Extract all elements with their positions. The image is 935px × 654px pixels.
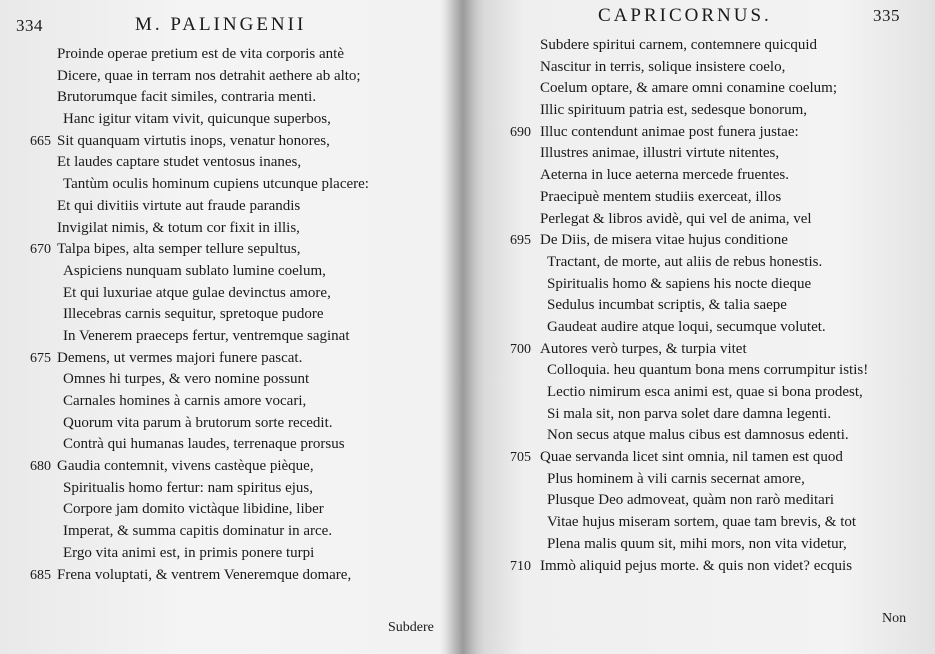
verse-text: De Diis, de misera vitae hujus conditione [540, 232, 788, 249]
verse-text: Plus hominem à vili carnis secernat amore, [547, 470, 805, 487]
verse-text: Demens, ut vermes majori funere pascat. [57, 349, 303, 366]
verse-line [480, 78, 935, 100]
left-running-head: M. PALINGENII [135, 14, 307, 35]
verse-line [480, 425, 935, 447]
line-number: 690 [510, 124, 531, 140]
verse-text: Tractant, de morte, aut aliis de rebus honestis. [547, 253, 823, 270]
verse-line [0, 196, 460, 218]
verse-text: Gaudia contemnit, vivens castèque pièque, [57, 458, 314, 475]
verse-text: Invigilat nimis, & totum cor fixit in illis, [57, 219, 300, 236]
left-folio: 334 [16, 16, 43, 35]
left-catchword: Subdere [388, 620, 434, 635]
verse-line [0, 413, 460, 435]
verse-line [480, 35, 935, 57]
verse-text: Colloquia. heu quantum bona mens corrumpitur istis! [547, 362, 869, 379]
verse-line [0, 478, 460, 500]
line-number: 675 [30, 350, 51, 366]
verse-line [0, 239, 460, 261]
verse-line [0, 44, 460, 66]
verse-text: Brutorumque facit similes, contraria menti. [57, 89, 317, 106]
verse-line [0, 456, 460, 478]
verse-text: Plusque Deo admoveat, quàm non rarò meditari [547, 492, 835, 509]
verse-text: Gaudeat audire atque loqui, secumque volutet. [547, 318, 826, 335]
verse-text: Illuc contendunt animae post funera justae: [540, 123, 799, 140]
verse-text: Nascitur in terris, solique insistere coelo, [540, 58, 786, 75]
verse-text: Subdere spiritui carnem, contemnere quicquid [540, 37, 817, 53]
verse-text: Ergo vita animi est, in primis ponere turpi [63, 544, 315, 561]
verse-line [480, 490, 935, 512]
verse-line [480, 512, 935, 534]
verse-line [0, 565, 460, 587]
line-number: 680 [30, 459, 51, 475]
verse-line [480, 360, 935, 382]
verse-line [0, 434, 460, 456]
left-page [0, 0, 460, 654]
verse-text: Et qui luxuriae atque gulae devinctus amore, [63, 284, 331, 301]
verse-text: Si mala sit, non parva solet dare damna legenti. [547, 405, 832, 422]
verse-line [480, 100, 935, 122]
line-number: 710 [510, 558, 531, 574]
verse-line [480, 404, 935, 426]
right-page [480, 0, 935, 654]
verse-text: Corpore jam domito victàque libidine, liber [63, 501, 324, 518]
line-number: 705 [510, 450, 531, 466]
verse-text: Immò aliquid pejus morte. & quis non videt? ecquis [540, 557, 853, 574]
verse-line [0, 304, 460, 326]
verse-text: Aeterna in luce aeterna mercede fruentes. [540, 167, 790, 184]
verse-text: Tantùm oculis hominum cupiens utcunque placere: [63, 176, 369, 193]
verse-line [0, 283, 460, 305]
verse-line [480, 274, 935, 296]
verse-text: Contrà qui humanas laudes, terrenaque prorsus [63, 436, 345, 453]
right-catchword: Non [882, 611, 907, 626]
verse-line [0, 326, 460, 348]
verse-text: Plena malis quum sit, mihi mors, non vita videtur, [547, 535, 847, 552]
verse-line [480, 317, 935, 339]
verse-text: In Venerem praeceps fertur, ventremque saginat [63, 327, 350, 344]
verse-text: Hanc igitur vitam vivit, quicunque superbos, [63, 111, 331, 128]
left-verse-list [0, 44, 460, 586]
verse-line [0, 369, 460, 391]
verse-text: Perlegat & libros avidè, qui vel de anima, vel [540, 210, 812, 227]
verse-text: Illecebras carnis sequitur, spretoque pudore [63, 306, 324, 323]
verse-line [480, 57, 935, 79]
line-number: 670 [30, 242, 51, 258]
verse-text: Omnes hi turpes, & vero nomine possunt [63, 371, 310, 388]
line-number: 695 [510, 233, 531, 249]
verse-line [0, 348, 460, 370]
verse-line [480, 339, 935, 361]
verse-text: Sit quanquam virtutis inops, venatur honores, [57, 132, 330, 149]
verse-text: Illic spirituum patria est, sedesque bonorum, [540, 102, 808, 119]
verse-text: Spiritualis homo fertur: nam spiritus ejus, [63, 479, 313, 496]
line-number: 700 [510, 341, 531, 357]
verse-line [0, 499, 460, 521]
verse-text: Praecipuè mentem studiis exerceat, illos [540, 188, 782, 205]
verse-line [0, 66, 460, 88]
verse-line [480, 534, 935, 556]
verse-text: Aspiciens nunquam sublato lumine coelum, [63, 262, 326, 279]
verse-line [480, 122, 935, 144]
verse-line [0, 152, 460, 174]
verse-text: Et qui divitiis virtute aut fraude parandis [57, 197, 301, 214]
verse-text: Carnales homines à carnis amore vocari, [63, 393, 307, 409]
verse-line [0, 521, 460, 543]
line-number: 665 [30, 133, 51, 149]
verse-line [480, 230, 935, 252]
verse-text: Illustres animae, illustri virtute nitentes, [540, 145, 780, 162]
verse-line [480, 252, 935, 274]
verse-line [0, 261, 460, 283]
verse-text: Spiritualis homo & sapiens his nocte dieque [547, 275, 812, 292]
verse-text: Proinde operae pretium est de vita corporis antè [57, 46, 344, 62]
verse-line [480, 447, 935, 469]
verse-text: Quae servanda licet sint omnia, nil tamen est quod [540, 449, 843, 466]
verse-line [0, 87, 460, 109]
right-verse-list [480, 35, 935, 577]
verse-line [480, 165, 935, 187]
verse-text: Lectio nimirum esca animi est, quae si bona prodest, [547, 384, 863, 400]
verse-text: Frena voluptati, & ventrem Veneremque domare, [57, 566, 352, 583]
right-folio: 335 [873, 6, 900, 25]
verse-text: Et laudes captare studet ventosus inanes, [57, 154, 302, 171]
verse-text: Sedulus incumbat scriptis, & talia saepe [547, 297, 787, 314]
verse-line [0, 109, 460, 131]
verse-line [480, 187, 935, 209]
verse-text: Quorum vita parum à brutorum sorte recedit. [63, 414, 333, 431]
verse-line [0, 218, 460, 240]
verse-text: Vitae hujus miseram sortem, quae tam brevis, & tot [547, 514, 857, 531]
verse-text: Talpa bipes, alta semper tellure sepultus, [57, 241, 301, 258]
verse-text: Non secus atque malus cibus est damnosus edenti. [547, 427, 849, 444]
verse-text: Imperat, & summa capitis dominatur in arce. [63, 523, 333, 540]
verse-text: Autores verò turpes, & turpia vitet [540, 340, 747, 357]
line-number: 685 [30, 567, 51, 583]
verse-line [0, 391, 460, 413]
verse-text: Dicere, quae in terram nos detrahit aethere ab alto; [57, 67, 361, 84]
verse-line [480, 556, 935, 578]
verse-text: Coelum optare, & amare omni conamine coelum; [540, 80, 837, 97]
verse-line [480, 469, 935, 491]
right-running-head: CAPRICORNUS. [598, 5, 772, 26]
verse-line [480, 143, 935, 165]
verse-line [480, 295, 935, 317]
verse-line [0, 543, 460, 565]
verse-line [0, 174, 460, 196]
verse-line [480, 209, 935, 231]
verse-line [480, 382, 935, 404]
verse-line [0, 131, 460, 153]
